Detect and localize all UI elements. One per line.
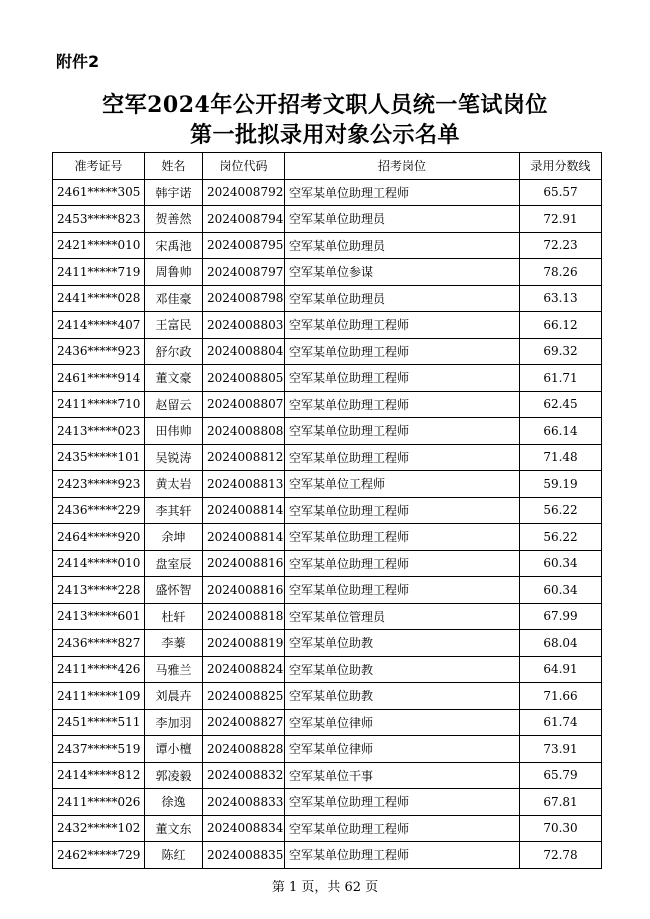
cell-name: 王富民	[145, 312, 203, 339]
table-row	[53, 497, 602, 524]
cell-score: 69.32	[520, 338, 602, 365]
cell-name: 李蓁	[145, 630, 203, 657]
cell-position-code: 2024008832	[203, 762, 285, 789]
cell-position-code: 2024008798	[203, 285, 285, 312]
table-row	[53, 391, 602, 418]
cell-position: 空军某单位干事	[285, 762, 520, 789]
cell-position-code: 2024008803	[203, 312, 285, 339]
cell-exam-id: 2464*****920	[53, 524, 145, 551]
cell-exam-id: 2435*****101	[53, 444, 145, 471]
cell-position: 空军某单位助理员	[285, 206, 520, 233]
cell-position-code: 2024008792	[203, 179, 285, 206]
cell-position-code: 2024008824	[203, 656, 285, 683]
cell-position: 空军某单位助理员	[285, 232, 520, 259]
cell-exam-id: 2411*****719	[53, 259, 145, 286]
cell-position: 空军某单位助教	[285, 656, 520, 683]
cell-position: 空军某单位参谋	[285, 259, 520, 286]
cell-score: 61.71	[520, 365, 602, 392]
table-row	[53, 603, 602, 630]
cell-position: 空军某单位助理工程师	[285, 577, 520, 604]
cell-score: 67.81	[520, 789, 602, 816]
cell-name: 贺善然	[145, 206, 203, 233]
cell-name: 周鲁帅	[145, 259, 203, 286]
cell-score: 60.34	[520, 577, 602, 604]
cell-name: 李其轩	[145, 497, 203, 524]
cell-score: 72.23	[520, 232, 602, 259]
cell-name: 田伟帅	[145, 418, 203, 445]
cell-position-code: 2024008834	[203, 815, 285, 842]
cell-exam-id: 2413*****228	[53, 577, 145, 604]
header-position: 招考岗位	[285, 153, 520, 180]
cell-score: 65.79	[520, 762, 602, 789]
cell-name: 邓佳豪	[145, 285, 203, 312]
cell-position: 空军某单位助理工程师	[285, 444, 520, 471]
table-row	[53, 630, 602, 657]
cell-name: 盛怀智	[145, 577, 203, 604]
cell-position-code: 2024008805	[203, 365, 285, 392]
table-row	[53, 444, 602, 471]
cell-exam-id: 2437*****519	[53, 736, 145, 763]
cell-exam-id: 2413*****601	[53, 603, 145, 630]
cell-exam-id: 2453*****823	[53, 206, 145, 233]
cell-name: 董文东	[145, 815, 203, 842]
cell-score: 61.74	[520, 709, 602, 736]
cell-exam-id: 2411*****026	[53, 789, 145, 816]
cell-name: 杜轩	[145, 603, 203, 630]
cell-exam-id: 2411*****710	[53, 391, 145, 418]
cell-score: 73.91	[520, 736, 602, 763]
cell-position: 空军某单位助理工程师	[285, 418, 520, 445]
cell-score: 70.30	[520, 815, 602, 842]
cell-score: 71.66	[520, 683, 602, 710]
table-row	[53, 524, 602, 551]
cell-exam-id: 2451*****511	[53, 709, 145, 736]
candidate-table	[52, 152, 602, 869]
cell-position-code: 2024008808	[203, 418, 285, 445]
cell-score: 72.91	[520, 206, 602, 233]
cell-score: 67.99	[520, 603, 602, 630]
cell-position: 空军某单位管理员	[285, 603, 520, 630]
cell-exam-id: 2462*****729	[53, 842, 145, 869]
cell-position: 空军某单位助理工程师	[285, 365, 520, 392]
cell-position: 空军某单位助教	[285, 683, 520, 710]
cell-position: 空军某单位助理工程师	[285, 842, 520, 869]
table-row	[53, 312, 602, 339]
cell-position-code: 2024008816	[203, 577, 285, 604]
cell-position-code: 2024008813	[203, 471, 285, 498]
cell-position-code: 2024008819	[203, 630, 285, 657]
cell-exam-id: 2436*****827	[53, 630, 145, 657]
cell-name: 郭凌毅	[145, 762, 203, 789]
header-name: 姓名	[145, 153, 203, 180]
table-row	[53, 736, 602, 763]
table-row	[53, 365, 602, 392]
cell-name: 赵留云	[145, 391, 203, 418]
cell-position-code: 2024008827	[203, 709, 285, 736]
cell-name: 徐逸	[145, 789, 203, 816]
cell-position: 空军某单位助理工程师	[285, 312, 520, 339]
table-row	[53, 179, 602, 206]
cell-position: 空军某单位助理工程师	[285, 789, 520, 816]
cell-score: 78.26	[520, 259, 602, 286]
cell-position-code: 2024008794	[203, 206, 285, 233]
table-row	[53, 418, 602, 445]
cell-name: 宋禹池	[145, 232, 203, 259]
table-header	[53, 153, 602, 180]
table-row	[53, 683, 602, 710]
cell-name: 董文豪	[145, 365, 203, 392]
cell-exam-id: 2413*****023	[53, 418, 145, 445]
cell-name: 谭小檀	[145, 736, 203, 763]
table-row	[53, 338, 602, 365]
cell-name: 吴锐涛	[145, 444, 203, 471]
cell-position: 空军某单位助理工程师	[285, 550, 520, 577]
cell-position: 空军某单位助理员	[285, 285, 520, 312]
cell-position-code: 2024008795	[203, 232, 285, 259]
cell-exam-id: 2423*****923	[53, 471, 145, 498]
cell-score: 71.48	[520, 444, 602, 471]
cell-score: 65.57	[520, 179, 602, 206]
cell-exam-id: 2411*****109	[53, 683, 145, 710]
table-row	[53, 577, 602, 604]
cell-position: 空军某单位工程师	[285, 471, 520, 498]
cell-position: 空军某单位助理工程师	[285, 338, 520, 365]
header-exam-id: 准考证号	[53, 153, 145, 180]
cell-exam-id: 2436*****229	[53, 497, 145, 524]
table-row	[53, 789, 602, 816]
cell-position: 空军某单位助理工程师	[285, 179, 520, 206]
cell-score: 64.91	[520, 656, 602, 683]
cell-score: 66.12	[520, 312, 602, 339]
table-row	[53, 762, 602, 789]
cell-position-code: 2024008816	[203, 550, 285, 577]
header-position-code: 岗位代码	[203, 153, 285, 180]
cell-exam-id: 2432*****102	[53, 815, 145, 842]
cell-position-code: 2024008825	[203, 683, 285, 710]
header-score: 录用分数线	[520, 153, 602, 180]
cell-name: 马雅兰	[145, 656, 203, 683]
table-row	[53, 206, 602, 233]
cell-exam-id: 2421*****010	[53, 232, 145, 259]
table-row	[53, 842, 602, 869]
cell-position-code: 2024008818	[203, 603, 285, 630]
cell-exam-id: 2441*****028	[53, 285, 145, 312]
table-row	[53, 709, 602, 736]
cell-name: 李加羽	[145, 709, 203, 736]
cell-position-code: 2024008807	[203, 391, 285, 418]
cell-position-code: 2024008804	[203, 338, 285, 365]
cell-position: 空军某单位律师	[285, 736, 520, 763]
cell-name: 韩宇诺	[145, 179, 203, 206]
cell-name: 舒尔政	[145, 338, 203, 365]
page-footer: 第 1 页，共 62 页	[271, 880, 379, 895]
cell-exam-id: 2414*****010	[53, 550, 145, 577]
cell-position-code: 2024008828	[203, 736, 285, 763]
table-row	[53, 815, 602, 842]
table-row	[53, 285, 602, 312]
table-row	[53, 656, 602, 683]
cell-position: 空军某单位助理工程师	[285, 524, 520, 551]
cell-score: 63.13	[520, 285, 602, 312]
cell-exam-id: 2436*****923	[53, 338, 145, 365]
cell-position: 空军某单位助教	[285, 630, 520, 657]
cell-exam-id: 2414*****407	[53, 312, 145, 339]
cell-score: 56.22	[520, 497, 602, 524]
cell-position: 空军某单位助理工程师	[285, 497, 520, 524]
cell-position-code: 2024008814	[203, 524, 285, 551]
cell-score: 56.22	[520, 524, 602, 551]
cell-score: 72.78	[520, 842, 602, 869]
table-body	[53, 179, 602, 868]
cell-position-code: 2024008797	[203, 259, 285, 286]
cell-exam-id: 2461*****914	[53, 365, 145, 392]
cell-score: 59.19	[520, 471, 602, 498]
cell-position-code: 2024008835	[203, 842, 285, 869]
cell-position-code: 2024008833	[203, 789, 285, 816]
cell-name: 黄太岩	[145, 471, 203, 498]
cell-position-code: 2024008812	[203, 444, 285, 471]
table-row	[53, 259, 602, 286]
cell-name: 陈红	[145, 842, 203, 869]
table-row	[53, 232, 602, 259]
cell-score: 66.14	[520, 418, 602, 445]
attachment-label: 附件2	[56, 52, 100, 71]
cell-name: 刘晨卉	[145, 683, 203, 710]
cell-position: 空军某单位律师	[285, 709, 520, 736]
cell-score: 68.04	[520, 630, 602, 657]
cell-score: 60.34	[520, 550, 602, 577]
cell-position-code: 2024008814	[203, 497, 285, 524]
cell-exam-id: 2414*****812	[53, 762, 145, 789]
document-title-line1: 空军2024年公开招考文职人员统一笔试岗位	[102, 92, 548, 118]
cell-exam-id: 2461*****305	[53, 179, 145, 206]
cell-position: 空军某单位助理工程师	[285, 815, 520, 842]
cell-name: 余坤	[145, 524, 203, 551]
cell-name: 盘室辰	[145, 550, 203, 577]
table-row	[53, 471, 602, 498]
cell-score: 62.45	[520, 391, 602, 418]
cell-position: 空军某单位助理工程师	[285, 391, 520, 418]
table-row	[53, 550, 602, 577]
document-title-line2: 第一批拟录用对象公示名单	[189, 122, 460, 148]
cell-exam-id: 2411*****426	[53, 656, 145, 683]
header-row	[53, 153, 602, 180]
